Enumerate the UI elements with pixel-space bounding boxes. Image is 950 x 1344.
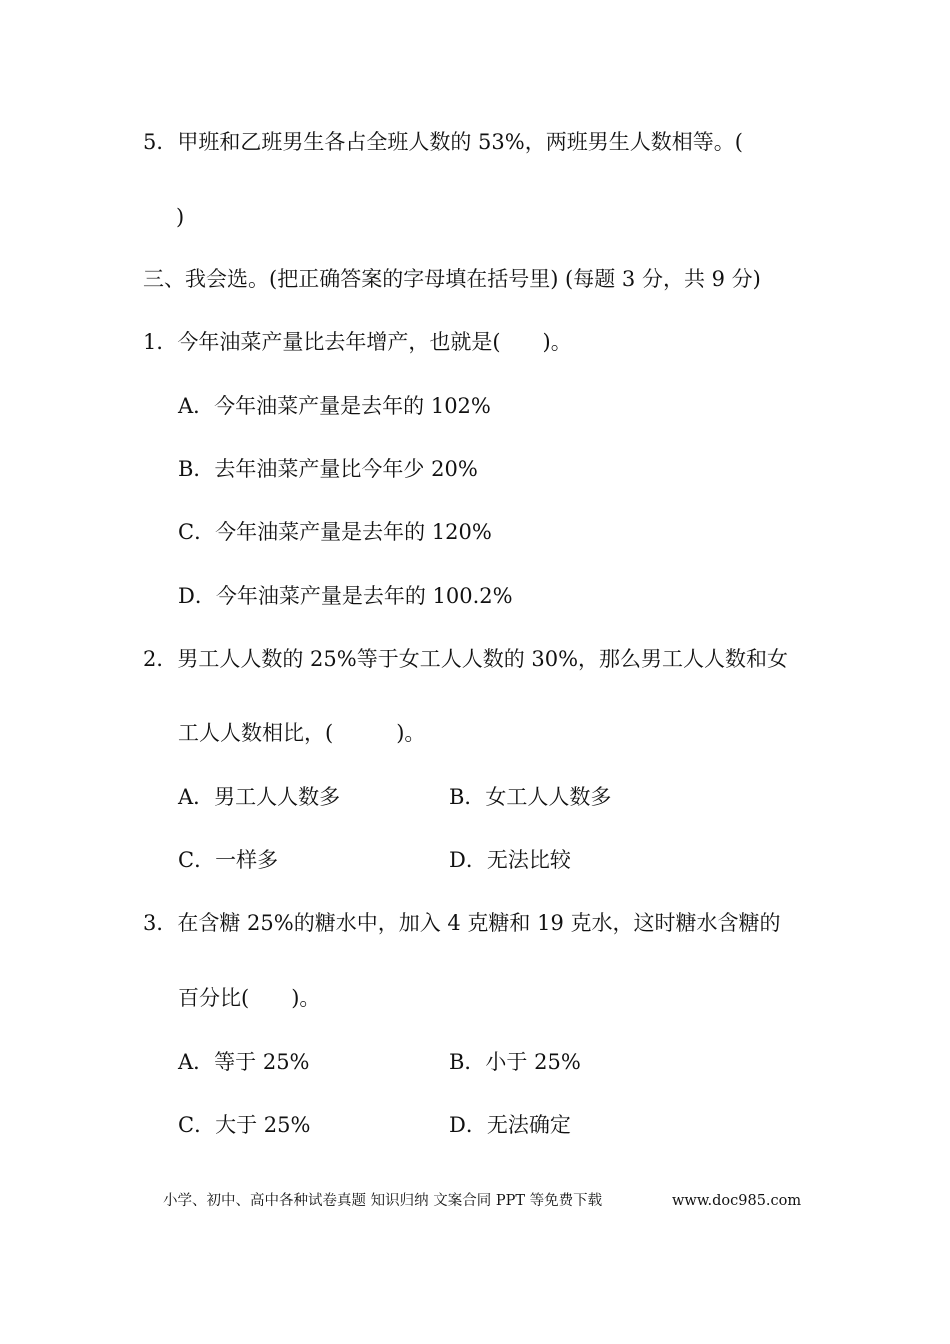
question-2-option-d: D．无法比较 — [449, 848, 571, 872]
question-2-option-a: A．男工人人数多 — [178, 785, 341, 809]
section-3-heading: 三、我会选。(把正确答案的字母填在括号里) (每题 3 分，共 9 分) — [143, 267, 761, 291]
question-5-line-2: ) — [176, 205, 185, 229]
question-3-option-b: B．小于 25% — [449, 1050, 581, 1074]
question-1-option-c: C．今年油菜产量是去年的 120% — [178, 520, 492, 544]
footer-website-link[interactable]: www.doc985.com — [672, 1193, 802, 1209]
question-5-line-1: 5．甲班和乙班男生各占全班人数的 53%，两班男生人数相等。( — [143, 130, 743, 154]
question-1-option-b: B．去年油菜产量比今年少 20% — [178, 457, 478, 481]
question-1-stem: 1．今年油菜产量比去年增产，也就是( )。 — [143, 330, 572, 354]
footer-text: 小学、初中、高中各种试卷真题 知识归纳 文案合同 PPT 等免费下载 — [163, 1193, 603, 1209]
question-1-option-d: D．今年油菜产量是去年的 100.2% — [178, 584, 513, 608]
question-3-stem-line-2: 百分比( )。 — [178, 986, 321, 1010]
question-2-option-c: C．一样多 — [178, 848, 279, 872]
question-3-stem-line-1: 3．在含糖 25%的糖水中，加入 4 克糖和 19 克水，这时糖水含糖的 — [143, 911, 781, 935]
question-2-stem-line-1: 2．男工人人数的 25%等于女工人人数的 30%，那么男工人人数和女 — [143, 647, 789, 671]
question-1-option-a: A．今年油菜产量是去年的 102% — [178, 394, 491, 418]
question-3-option-a: A．等于 25% — [178, 1050, 310, 1074]
question-3-option-c: C．大于 25% — [178, 1113, 311, 1137]
question-3-option-d: D．无法确定 — [449, 1113, 571, 1137]
question-2-option-b: B．女工人人数多 — [449, 785, 612, 809]
question-2-stem-line-2: 工人人数相比，( )。 — [178, 721, 426, 745]
